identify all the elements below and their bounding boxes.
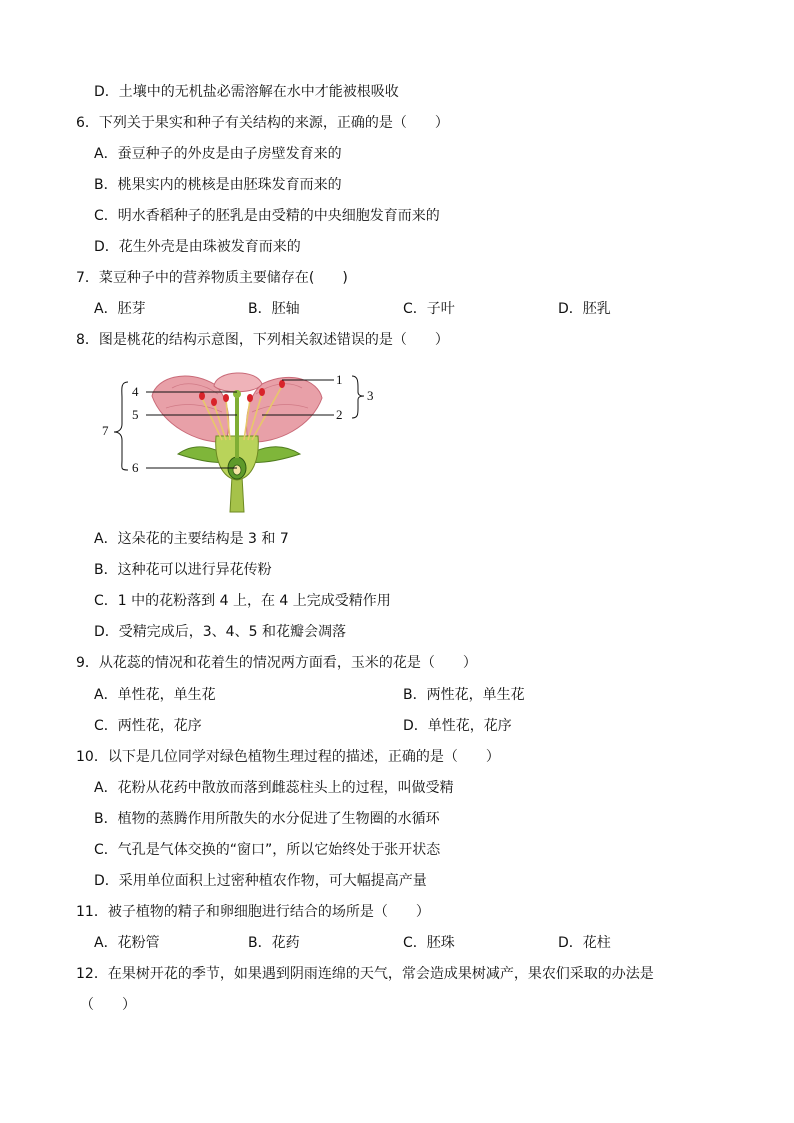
brace-3 <box>352 376 364 418</box>
q11-stem: 11．被子植物的精子和卵细胞进行结合的场所是（ ） <box>76 904 430 920</box>
q10-option-c: C．气孔是气体交换的“窗口”，所以它始终处于张开状态 <box>94 842 441 858</box>
q9-stem: 9．从花蕊的情况和花着生的情况两方面看，玉米的花是（ ） <box>76 655 477 671</box>
back-petal <box>214 373 262 392</box>
q9-option-a: A．单性花，单生花 <box>94 687 216 703</box>
q11-option-d: D．花柱 <box>558 935 611 951</box>
figure-label-3: 3 <box>367 388 374 403</box>
q6-option-d: D．花生外壳是由珠被发育而来的 <box>94 239 301 255</box>
q7-option-c: C．子叶 <box>403 301 455 317</box>
figure-label-6: 6 <box>132 460 139 475</box>
flower-stem <box>230 476 244 512</box>
q9-option-b: B．两性花，单生花 <box>403 687 525 703</box>
q12-answer-blank: （ ） <box>80 997 136 1013</box>
style <box>235 394 239 458</box>
q11-option-a: A．花粉管 <box>94 935 160 951</box>
q6-option-b: B．桃果实内的桃核是由胚珠发育而来的 <box>94 177 342 193</box>
ovule <box>233 465 241 475</box>
q10-stem: 10．以下是几位同学对绿色植物生理过程的描述，正确的是（ ） <box>76 749 500 765</box>
q6-option-a: A．蚕豆种子的外皮是由子房壁发育来的 <box>94 146 342 162</box>
q11-option-c: C．胚珠 <box>403 935 455 951</box>
q10-option-a: A．花粉从花药中散放而落到雌蕊柱头上的过程，叫做受精 <box>94 780 454 796</box>
figure-label-4: 4 <box>132 384 139 399</box>
q12-stem: 12．在果树开花的季节，如果遇到阴雨连绵的天气，常会造成果树减产，果农们采取的办法是 <box>76 966 654 982</box>
stigma <box>233 390 241 398</box>
q8-option-a: A．这朵花的主要结构是 3 和 7 <box>94 531 289 547</box>
q5-option-d: D．土壤中的无机盐必需溶解在水中才能被根吸收 <box>94 84 399 100</box>
figure-label-5: 5 <box>132 407 139 422</box>
q6-option-c: C．明水香稻种子的胚乳是由受精的中央细胞发育而来的 <box>94 208 440 224</box>
q7-option-d: D．胚乳 <box>558 301 611 317</box>
q6-stem: 6．下列关于果实和种子有关结构的来源，正确的是（ ） <box>76 115 449 131</box>
q8-stem: 8．图是桃花的结构示意图，下列相关叙述错误的是（ ） <box>76 332 449 348</box>
q10-option-d: D．采用单位面积上过密种植农作物，可大幅提高产量 <box>94 873 427 889</box>
figure-label-2: 2 <box>336 407 343 422</box>
q7-option-a: A．胚芽 <box>94 301 146 317</box>
q8-option-b: B．这种花可以进行异花传粉 <box>94 562 272 578</box>
peach-flower-diagram <box>96 364 386 514</box>
q9-option-c: C．两性花，花序 <box>94 718 202 734</box>
brace-7 <box>114 382 128 470</box>
q7-stem: 7．菜豆种子中的营养物质主要储存在( ) <box>76 270 348 286</box>
q7-option-b: B．胚轴 <box>248 301 300 317</box>
q11-option-b: B．花药 <box>248 935 300 951</box>
figure-label-1: 1 <box>336 372 343 387</box>
q10-option-b: B．植物的蒸腾作用所散失的水分促进了生物圈的水循环 <box>94 811 440 827</box>
figure-label-7: 7 <box>102 423 109 438</box>
q8-option-d: D．受精完成后，3、4、5 和花瓣会凋落 <box>94 624 346 640</box>
q8-option-c: C．1 中的花粉落到 4 上，在 4 上完成受精作用 <box>94 593 391 609</box>
q9-option-d: D．单性花，花序 <box>403 718 512 734</box>
